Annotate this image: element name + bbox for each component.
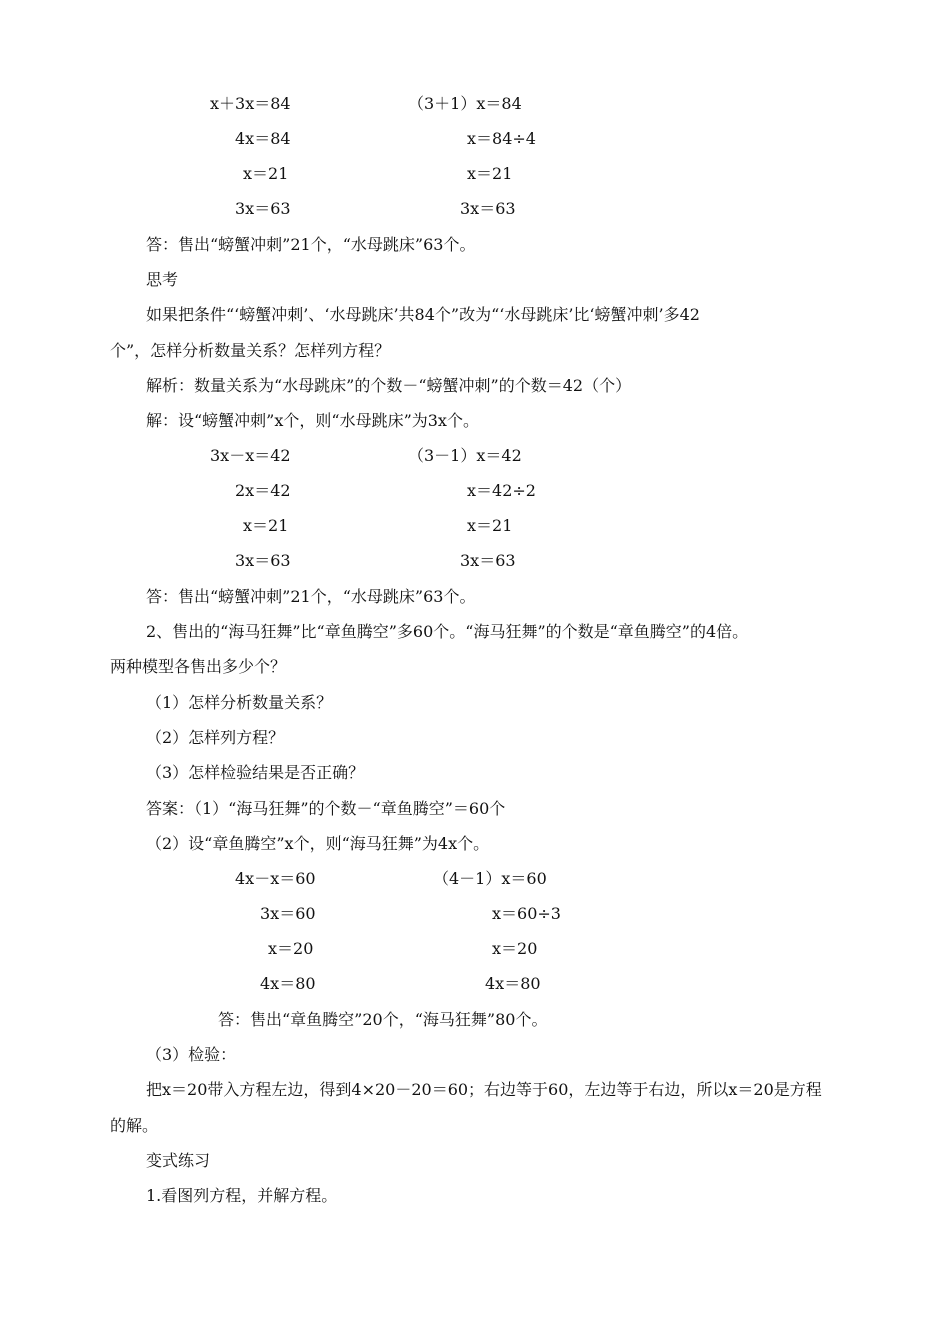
problem-text: 2、售出的“海马狂舞”比“章鱼腾空”多60个。“海马狂舞”的个数是“章鱼腾空”的4倍。 [146, 622, 749, 641]
equation-right: x＝21 [467, 516, 513, 535]
sub-question: （1）怎样分析数量关系？ [146, 693, 333, 712]
sub-question: （3）怎样检验结果是否正确？ [146, 763, 365, 782]
equation-left: 3x＝60 [260, 904, 316, 923]
check-text: 把x＝20带入方程左边，得到4×20－20＝60；右边等于60，左边等于右边，所以x＝20是方程 [146, 1080, 822, 1099]
answer-text: 答：售出“章鱼腾空”20个，“海马狂舞”80个。 [218, 1010, 548, 1029]
equation-right: 3x＝63 [460, 199, 516, 218]
equation-right: x＝84÷4 [467, 129, 536, 148]
answer-text: 答案：（1）“海马狂舞”的个数－“章鱼腾空”＝60个 [146, 799, 506, 818]
equation-left: 3x＝63 [235, 199, 291, 218]
equation-left: 4x＝80 [260, 974, 316, 993]
check-text: 的解。 [110, 1116, 159, 1135]
equation-left: x＝21 [243, 516, 289, 535]
equation-right: 4x＝80 [485, 974, 541, 993]
equation-left: 4x＝84 [235, 129, 291, 148]
equation-left: 4x－x＝60 [235, 869, 316, 888]
question-text: 个”，怎样分析数量关系？怎样列方程？ [110, 341, 391, 360]
equation-left: 2x＝42 [235, 481, 291, 500]
equation-right: x＝20 [492, 939, 538, 958]
equation-left: x＝20 [268, 939, 314, 958]
section-heading: 思考 [146, 270, 179, 289]
equation-left: x＝21 [243, 164, 289, 183]
equation-right: x＝60÷3 [492, 904, 561, 923]
solution-setup: 解：设“螃蟹冲刺”x个，则“水母跳床”为3x个。 [146, 411, 479, 430]
equation-left: x＋3x＝84 [210, 94, 291, 113]
equation-right: 3x＝63 [460, 551, 516, 570]
equation-right: （3－1）x＝42 [408, 446, 522, 465]
equation-right: （3＋1）x＝84 [408, 94, 522, 113]
analysis-text: 解析：数量关系为“水母跳床”的个数－“螃蟹冲刺”的个数＝42（个） [146, 376, 632, 395]
equation-right: x＝21 [467, 164, 513, 183]
answer-text: 答：售出“螃蟹冲刺”21个，“水母跳床”63个。 [146, 235, 476, 254]
answer-text: 答：售出“螃蟹冲刺”21个，“水母跳床”63个。 [146, 587, 476, 606]
equation-right: （4－1）x＝60 [433, 869, 547, 888]
section-heading: 变式练习 [146, 1151, 211, 1170]
sub-question: （2）怎样列方程？ [146, 728, 285, 747]
solution-setup: （2）设“章鱼腾空”x个，则“海马狂舞”为4x个。 [146, 834, 490, 853]
equation-left: 3x－x＝42 [210, 446, 291, 465]
equation-right: x＝42÷2 [467, 481, 536, 500]
check-heading: （3）检验： [146, 1045, 237, 1064]
exercise-item: 1.看图列方程，并解方程。 [146, 1186, 338, 1205]
question-text: 如果把条件“‘螃蟹冲刺’、‘水母跳床’共84个”改为“‘水母跳床’比‘螃蟹冲刺’多42 [146, 305, 700, 324]
problem-text: 两种模型各售出多少个？ [110, 657, 287, 676]
equation-left: 3x＝63 [235, 551, 291, 570]
